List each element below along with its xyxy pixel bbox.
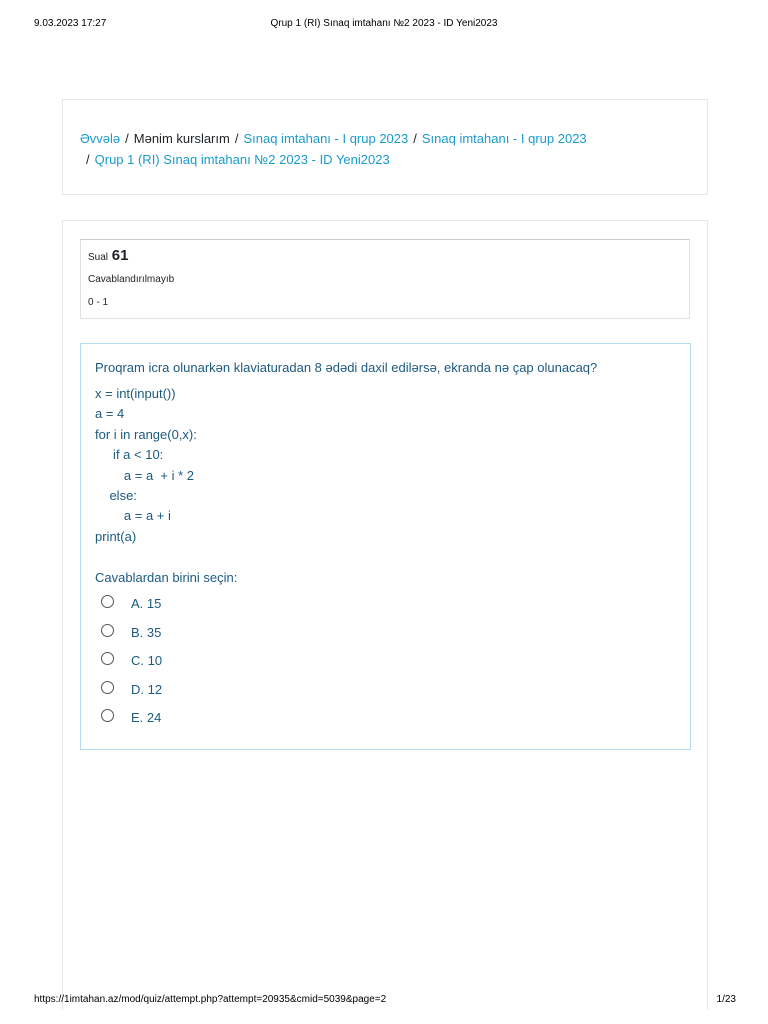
code-line: a = a + i * 2 xyxy=(95,467,194,483)
breadcrumb-card xyxy=(62,99,708,195)
answer-label[interactable]: B. 35 xyxy=(131,625,162,640)
answer-label[interactable]: D. 12 xyxy=(131,682,163,697)
print-url: https://1imtahan.az/mod/quiz/attempt.php?attempt=20935&cmid=5039&page=2 xyxy=(34,994,387,1005)
answer-prompt: Cavablardan birini seçin: xyxy=(95,570,238,585)
code-line: for i in range(0,x): xyxy=(95,426,197,442)
question-info-box xyxy=(80,239,690,319)
breadcrumb-separator: / xyxy=(234,131,239,146)
breadcrumb-course-link[interactable]: Sınaq imtahanı - I qrup 2023 xyxy=(243,131,409,146)
code-line: a = 4 xyxy=(95,406,125,422)
radio-button[interactable] xyxy=(101,681,114,694)
question-number-value: 61 xyxy=(111,247,129,264)
print-page-number: 1/23 xyxy=(716,994,736,1005)
code-block xyxy=(95,384,197,547)
breadcrumb-separator: / xyxy=(125,131,129,146)
breadcrumb-quiz-link[interactable]: Qrup 1 (RI) Sınaq imtahanı №2 2023 - ID Yeni2023 xyxy=(94,152,390,167)
question-state: Cavablandırılmayıb xyxy=(88,274,175,285)
print-header xyxy=(0,18,768,32)
breadcrumb-home-link[interactable]: Əvvələ xyxy=(80,131,121,146)
question-grade: 0 - 1 xyxy=(88,297,109,308)
code-line: a = a + i xyxy=(95,508,171,524)
code-line: else: xyxy=(95,487,137,503)
print-title: Qrup 1 (RI) Sınaq imtahanı №2 2023 - ID Yeni2023 xyxy=(270,18,498,29)
code-line: if a < 10: xyxy=(95,447,164,463)
question-text: Proqram icra olunarkən klaviaturadan 8 ədədi daxil edilərsə, ekranda nə çap olunacaq? xyxy=(95,360,598,375)
print-date: 9.03.2023 17:27 xyxy=(34,18,107,29)
question-number-label: Sual xyxy=(88,252,109,263)
code-line: print(a) xyxy=(95,528,137,544)
radio-button[interactable] xyxy=(101,595,114,608)
answer-label[interactable]: E. 24 xyxy=(131,710,162,725)
breadcrumb-my-courses: Mənim kurslarım xyxy=(133,131,230,146)
print-footer xyxy=(0,994,768,1008)
question-content-box xyxy=(80,343,691,750)
breadcrumb-separator: / xyxy=(86,152,90,167)
question-number xyxy=(88,247,128,264)
breadcrumb xyxy=(80,128,690,170)
radio-button[interactable] xyxy=(101,709,114,722)
answer-label[interactable]: A. 15 xyxy=(131,596,162,611)
breadcrumb-separator: / xyxy=(413,131,417,146)
breadcrumb-section-link[interactable]: Sınaq imtahanı - I qrup 2023 xyxy=(421,131,587,146)
answer-label[interactable]: C. 10 xyxy=(131,653,163,668)
radio-button[interactable] xyxy=(101,652,114,665)
code-line: x = int(input()) xyxy=(95,386,176,401)
radio-button[interactable] xyxy=(101,624,114,637)
